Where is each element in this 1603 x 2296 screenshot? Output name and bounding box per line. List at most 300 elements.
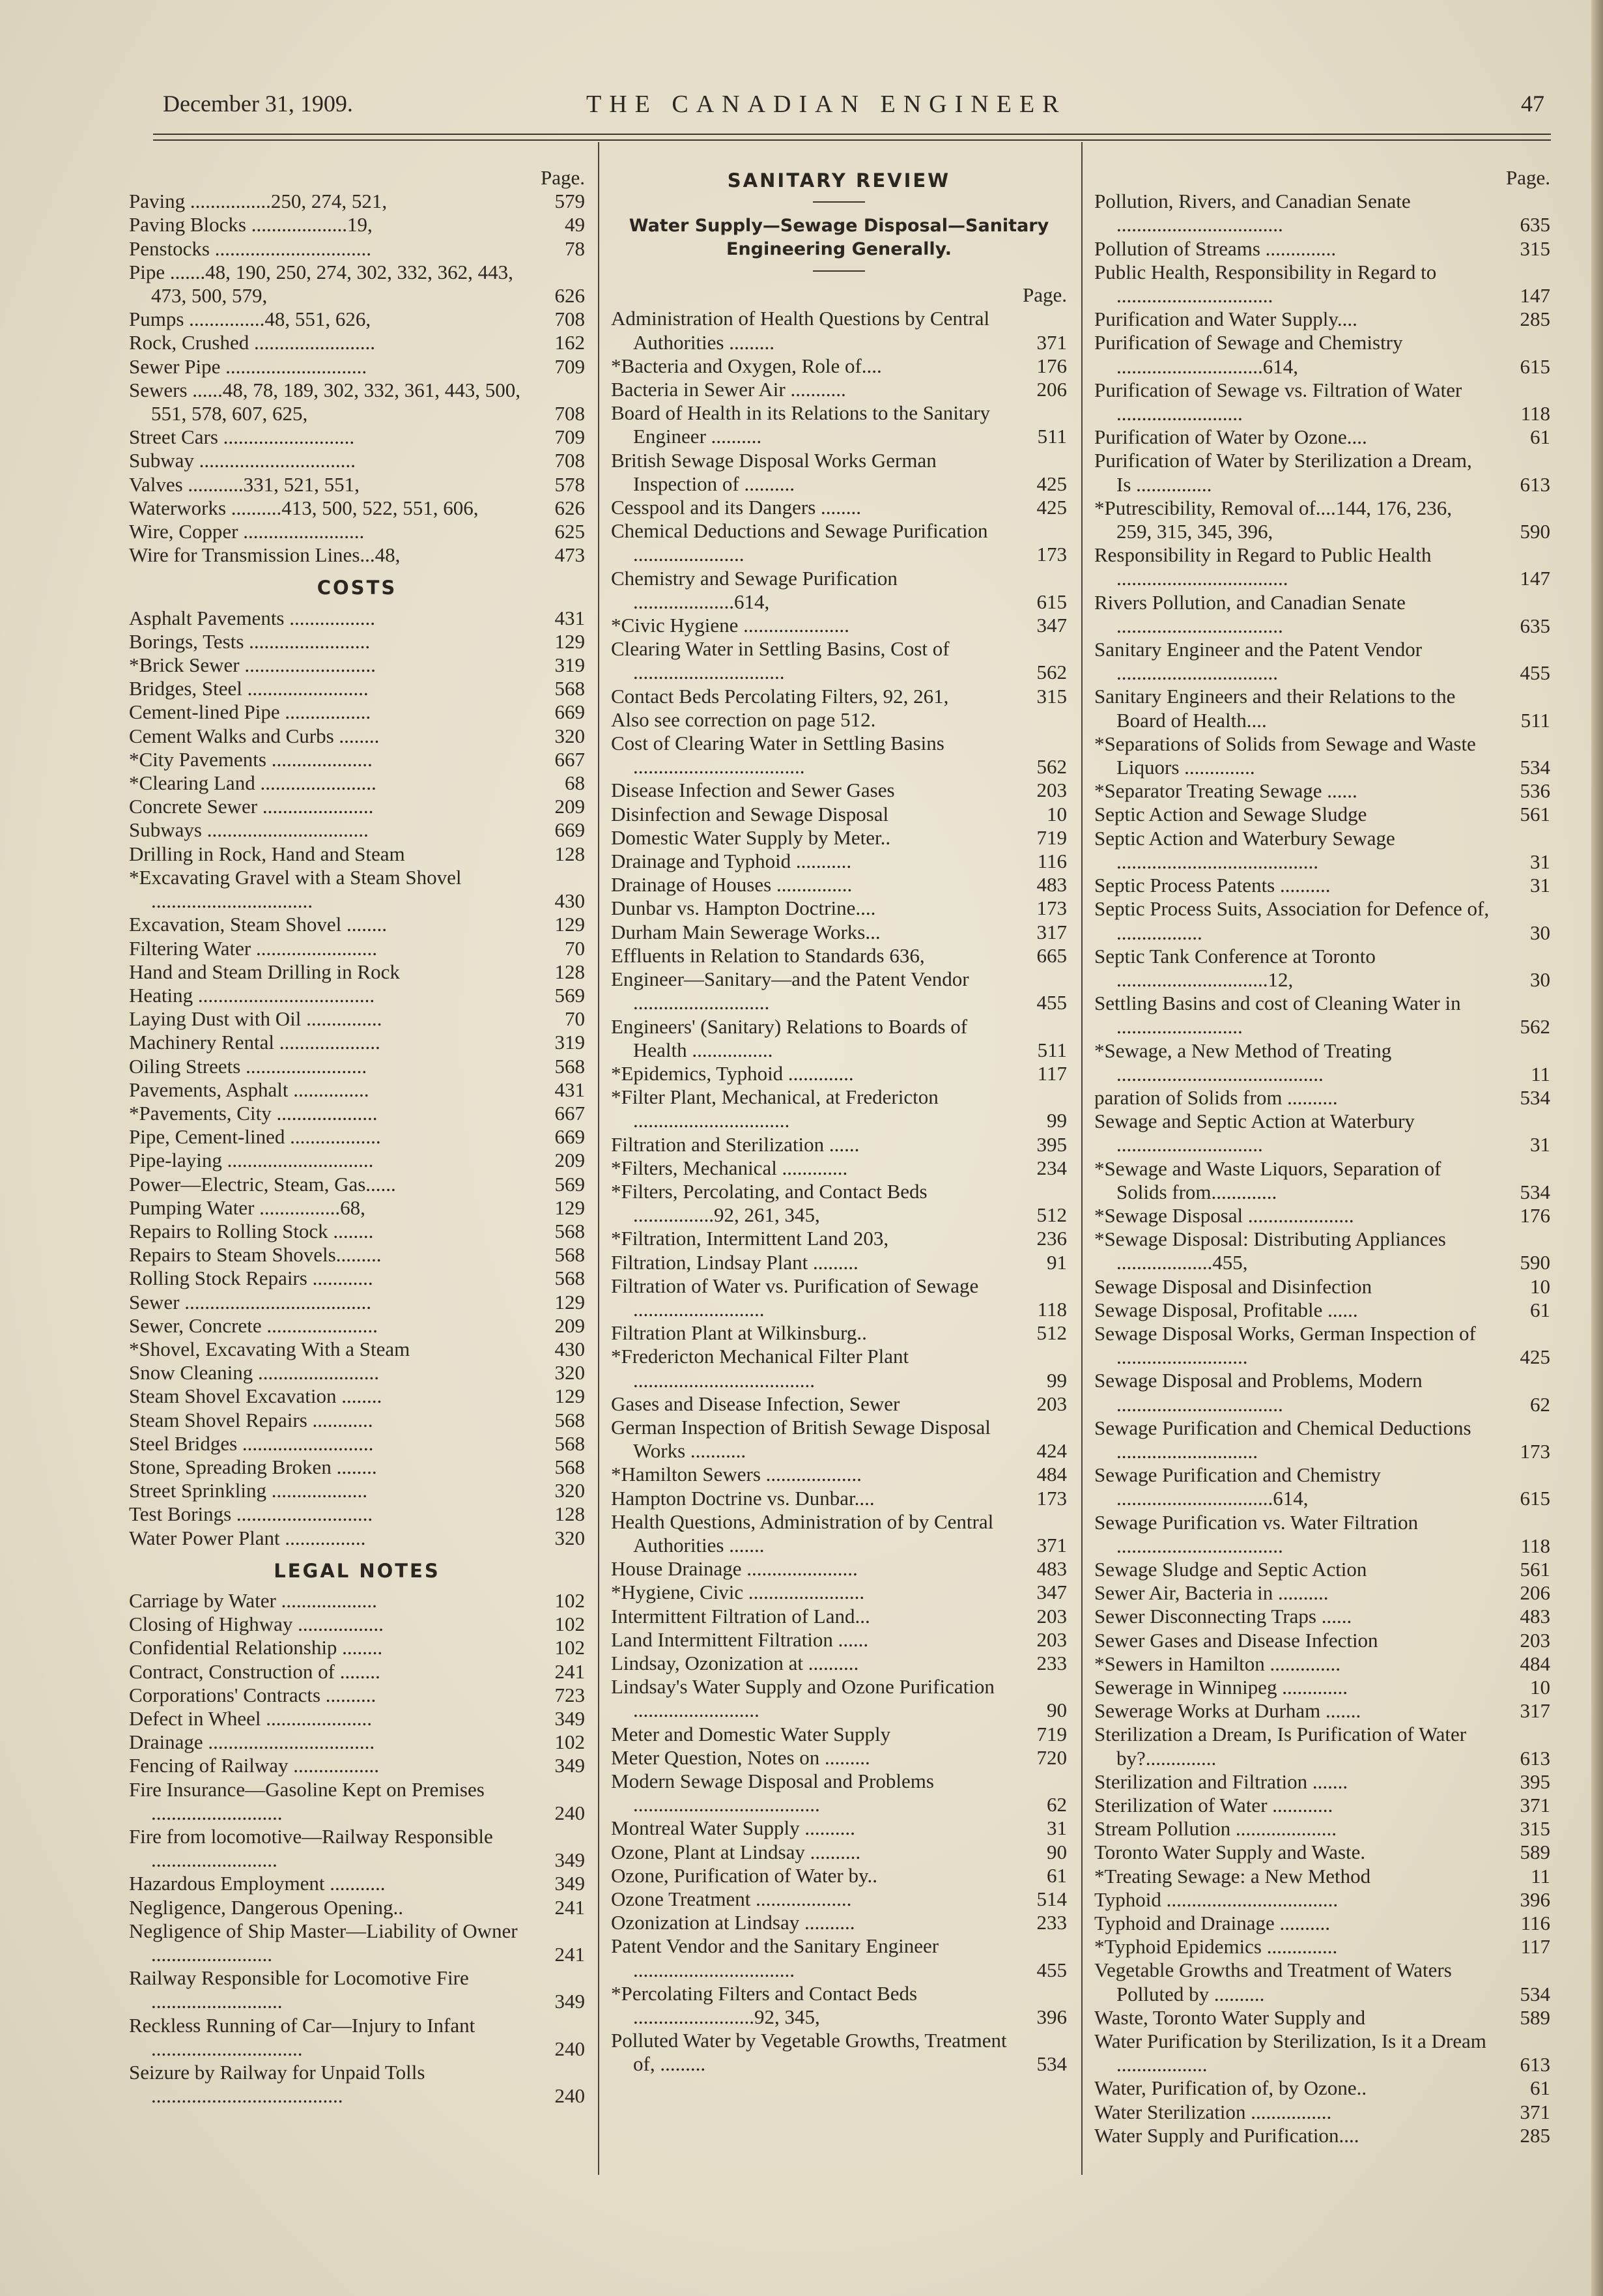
index-entry [1094,779,1550,803]
entry-page: 613 [1520,2053,1550,2076]
index-entry [1094,1299,1550,1322]
entry-text: *Separations of Solids from Sewage and Waste Liquors .............. [1094,732,1476,779]
entry-page: 347 [1036,614,1067,637]
entry-page: 10 [1530,1676,1550,1699]
index-entry [611,1934,1067,1981]
entry-page: 173 [1036,543,1067,566]
index-entry [129,379,585,425]
entry-page: 11 [1531,1062,1550,1085]
entry-page: 669 [554,700,585,724]
entry-page: 129 [554,913,585,936]
entry-page: 723 [554,1683,585,1706]
index-entry [1094,449,1550,496]
entry-text: Filtration of Water vs. Purification of Sewage .......................... [611,1274,979,1321]
entry-text: *Filtration, Intermittent Land 203, [611,1227,889,1250]
entry-text: *Hamilton Sewers ................... [611,1463,862,1486]
index-entry [611,708,1067,732]
entry-page: 569 [554,1172,585,1196]
entry-page: 102 [554,1730,585,1754]
index-entry [129,795,585,818]
index-entry [129,1919,585,1966]
index-entry [129,308,585,331]
entry-text: Modern Sewage Disposal and Problems ..................................... [611,1770,934,1816]
index-entry [129,261,585,308]
index-entry [611,1675,1067,1722]
entry-text: Also see correction on page 512. [611,708,876,731]
entry-page: 569 [554,983,585,1007]
index-entry [1094,1322,1550,1369]
index-entry [1094,732,1550,779]
index-entry [611,1487,1067,1510]
index-entry [611,1770,1067,1816]
entry-text: Repairs to Rolling Stock ........ [129,1219,374,1242]
index-entry [1094,2030,1550,2076]
sanitary-entries-continued [1094,190,1550,2147]
entry-page: 62 [1530,1392,1550,1416]
index-entry [611,1392,1067,1416]
entry-page: 203 [1036,1604,1067,1628]
entry-page: 349 [554,1872,585,1895]
entry-text: *Sewage, a New Method of Treating ......................................... [1094,1039,1392,1085]
entry-page: 31 [1530,1133,1550,1156]
entry-page: 562 [1520,1015,1550,1039]
entry-text: House Drainage ...................... [611,1557,858,1581]
index-entry [611,378,1067,401]
entry-page: 285 [1520,308,1550,331]
index-entry [129,1872,585,1895]
entry-page: 209 [554,1313,585,1337]
entry-page: 320 [554,1526,585,1549]
entry-page: 234 [1036,1156,1067,1179]
entry-page: 424 [1036,1439,1067,1463]
entry-page: 589 [1520,2005,1550,2029]
entry-text: *Sewage and Waste Liquors, Separation of Solids from............. [1094,1156,1441,1203]
entry-text: Purification of Sewage vs. Filtration of Water ......................... [1094,378,1462,425]
entry-page: 78 [565,237,585,260]
index-entry [129,1502,585,1526]
index-entry [129,355,585,379]
index-entry [129,1479,585,1502]
entry-text: *Hygiene, Civic ....................... [611,1581,865,1604]
index-entry [611,1227,1067,1250]
entry-page: 118 [1037,1297,1067,1321]
entry-page: 708 [554,449,585,472]
entry-text: Sterilization a Dream, Is Purification of Water by?.............. [1094,1723,1467,1770]
entry-page: 349 [554,1707,585,1730]
index-entry [129,1055,585,1078]
entry-text: *Fredericton Mechanical Filter Plant .................................... [611,1345,909,1392]
entry-text: Sewage Purification vs. Water Filtration ................................. [1094,1510,1419,1557]
index-entry [129,1243,585,1267]
index-entry [611,1133,1067,1156]
entry-text: Vegetable Growths and Treatment of Waters Polluted by .......... [1094,1959,1452,2005]
index-entry [1094,1227,1550,1274]
entry-text: Railway Responsible for Locomotive Fire .......................... [129,1966,469,2013]
entry-text: Pipe, Cement-lined .................. [129,1125,381,1149]
entry-page: 719 [1036,825,1067,849]
entry-page: 206 [1520,1581,1550,1605]
entry-text: Filtration and Sterilization ...... [611,1132,860,1156]
index-entry [611,873,1067,897]
index-entry [611,1652,1067,1675]
entry-page: 534 [1520,1982,1550,2005]
entry-text: Pavements, Asphalt ............... [129,1078,369,1101]
entry-text: Concrete Sewer ...................... [129,795,374,818]
entry-text: British Sewage Disposal Works German Inspection of .......... [611,448,937,495]
entry-page: 233 [1036,1651,1067,1674]
entry-text: Responsibility in Regard to Public Health .................................. [1094,543,1432,590]
index-entry [129,866,585,913]
entry-page: 534 [1520,756,1550,779]
page-edge [1591,0,1603,2296]
entry-page: 173 [1520,1439,1550,1463]
entry-text: Sewage Disposal, Profitable ...... [1094,1298,1358,1321]
entry-page: 536 [1520,779,1550,803]
index-entry [129,520,585,543]
entry-page: 129 [554,1290,585,1313]
page-column-label: Page. [1022,283,1067,307]
index-entry [129,190,585,213]
index-entry [611,921,1067,944]
entry-text: Steel Bridges .......................... [129,1431,374,1455]
index-entry [129,1896,585,1919]
entry-text: *City Pavements .................... [129,747,373,771]
entry-text: Hazardous Employment ........... [129,1872,386,1895]
index-entry [129,1660,585,1684]
entry-text: Sewage and Septic Action at Waterbury ............................. [1094,1110,1415,1156]
entry-text: Borings, Tests ........................ [129,629,371,653]
entry-text: *Treating Sewage: a New Method [1094,1864,1371,1887]
entry-text: Board of Health in its Relations to the Sanitary Engineer .......... [611,401,991,448]
entry-page: 371 [1036,330,1067,354]
entry-text: Ozone, Plant at Lindsay .......... [611,1840,861,1863]
entry-text: Closing of Highway ................. [129,1613,384,1636]
entry-page: 91 [1047,1250,1067,1274]
entry-page: 534 [1036,2052,1067,2076]
index-entry [1094,992,1550,1039]
index-entry [1094,1369,1550,1416]
entry-page: 708 [554,308,585,331]
entry-text: Engineers' (Sanitary) Relations to Boards of Health ................ [611,1014,968,1061]
entry-page: 511 [1037,425,1067,448]
entry-page: 315 [1036,684,1067,708]
entry-page: 626 [554,496,585,519]
index-entry [129,700,585,724]
entry-text: Sewage Purification and Chemistry ...............................614, [1094,1463,1381,1510]
index-column-3 [1094,166,1550,2147]
entry-text: Paving Blocks ...................19, [129,213,373,237]
index-entry [129,725,585,748]
entry-page: 568 [554,1243,585,1267]
entry-page: 615 [1036,590,1067,613]
index-entry [611,826,1067,850]
entry-page: 665 [1036,943,1067,967]
index-entry [1094,1157,1550,1204]
index-entry [611,732,1067,779]
entry-text: Cement Walks and Curbs ........ [129,724,380,747]
entry-page: 285 [1520,2123,1550,2147]
entry-text: Cost of Clearing Water in Settling Basins .................................. [611,732,944,779]
entry-page: 49 [565,213,585,237]
entry-page: 371 [1520,1794,1550,1817]
index-entry [129,1078,585,1102]
entry-page: 455 [1036,1958,1067,1981]
index-entry [129,771,585,795]
index-entry [129,496,585,520]
index-entry [611,1463,1067,1486]
entry-page: 395 [1520,1770,1550,1793]
column-rule-2 [1081,142,1083,2175]
entry-text: Machinery Rental .................... [129,1031,380,1054]
entry-page: 349 [554,1848,585,1872]
entry-text: Domestic Water Supply by Meter.. [611,825,891,849]
entry-text: Wire for Transmission Lines...48, [129,543,401,567]
entry-page: 395 [1036,1132,1067,1156]
entry-text: *Filters, Percolating, and Contact Beds ................92, 261, 345, [611,1179,928,1227]
legal-notes-heading: LEGAL NOTES [274,1559,440,1582]
entry-text: Pollution of Streams .............. [1094,237,1337,260]
entry-page: 162 [554,331,585,354]
entry-page: 568 [554,677,585,700]
entry-text: Heating ................................... [129,983,375,1007]
entry-text: Montreal Water Supply .......... [611,1816,855,1840]
entry-page: 240 [554,2037,585,2060]
entry-text: Laying Dust with Oil ............... [129,1007,382,1031]
entry-page: 10 [1047,802,1067,825]
entry-page: 425 [1036,496,1067,519]
entry-page: 31 [1530,874,1550,897]
entry-text: *Sewage Disposal ..................... [1094,1203,1354,1227]
index-entry [1094,874,1550,897]
entry-page: 613 [1520,1746,1550,1770]
entry-page: 613 [1520,472,1550,496]
index-entry [129,1267,585,1290]
entry-page: 568 [554,1054,585,1078]
entry-page: 349 [554,1990,585,2013]
entry-page: 30 [1530,968,1550,991]
index-entry [1094,1275,1550,1299]
index-entry [611,1180,1067,1227]
index-entry [611,944,1067,968]
entry-page: 241 [554,1943,585,1966]
entry-text: *Civic Hygiene ..................... [611,614,849,637]
entry-text: Water, Purification of, by Ozone.. [1094,2076,1367,2100]
entry-page: 241 [554,1659,585,1683]
entry-text: *Brick Sewer .......................... [129,653,376,677]
index-entry [611,307,1067,354]
entry-page: 315 [1520,237,1550,260]
entry-page: 635 [1520,614,1550,637]
entry-page: 455 [1036,991,1067,1014]
entry-page: 10 [1530,1274,1550,1298]
entry-page: 473 [554,543,585,567]
entry-page: 371 [1036,1533,1067,1557]
entry-text: Disease Infection and Sewer Gases [611,779,895,802]
entry-text: Subways ................................ [129,818,369,842]
entry-text: Snow Cleaning ........................ [129,1361,380,1385]
entry-text: Gases and Disease Infection, Sewer [611,1392,900,1415]
entry-page: 320 [554,724,585,747]
entry-page: 484 [1520,1652,1550,1675]
index-entry [129,1778,585,1825]
entry-page: 128 [554,1502,585,1526]
entry-text: Ozone Treatment ................... [611,1887,852,1911]
entry-page: 669 [554,1125,585,1149]
entry-page: 561 [1520,803,1550,826]
index-entry [129,630,585,653]
index-entry [611,685,1067,708]
index-entry [611,614,1067,637]
index-entry [1094,803,1550,826]
entry-text: Carriage by Water ................... [129,1588,377,1612]
index-entry [129,984,585,1007]
entry-text: Engineer—Sanitary—and the Patent Vendor ........................... [611,968,969,1014]
entry-page: 203 [1036,1392,1067,1415]
entry-page: 667 [554,1101,585,1125]
costs-heading: COSTS [317,577,397,599]
entry-page: 589 [1520,1841,1550,1864]
index-entry [611,519,1067,566]
entry-text: Sanitary Engineer and the Patent Vendor ................................ [1094,638,1423,685]
entry-text: Filtering Water ........................ [129,936,377,960]
index-entry [1094,331,1550,378]
entry-text: *Percolating Filters and Contact Beds ........................92, 345, [611,1981,918,2029]
entry-page: 349 [554,1754,585,1777]
index-entry [611,1841,1067,1864]
entry-page: 118 [1520,402,1550,425]
entry-page: 128 [554,960,585,983]
entry-page: 102 [554,1636,585,1659]
index-entry [611,1416,1067,1463]
index-entry [1094,1511,1550,1558]
entry-page: 709 [554,425,585,449]
index-entry [1094,1817,1550,1841]
entry-page: 455 [1520,661,1550,685]
index-entry [129,213,585,237]
index-entry [129,607,585,630]
entry-page: 590 [1520,1251,1550,1274]
index-entry [1094,1204,1550,1227]
index-entry [129,1149,585,1172]
entry-page: 483 [1036,873,1067,897]
entry-text: Filtration, Lindsay Plant ......... [611,1250,858,1274]
page-number: 47 [1521,91,1544,117]
entry-page: 317 [1036,920,1067,943]
entry-text: Sewer Gases and Disease Infection [1094,1628,1378,1652]
entry-page: 484 [1036,1463,1067,1486]
entry-page: 129 [554,1385,585,1408]
index-entry [129,1707,585,1730]
costs-entries [129,607,585,1550]
entry-text: Repairs to Steam Shovels......... [129,1243,382,1267]
entry-text: Sterilization and Filtration ....... [1094,1770,1348,1793]
index-entry [1094,1629,1550,1652]
entry-page: 431 [554,1078,585,1101]
index-entry [129,1338,585,1361]
entry-text: Sewage Disposal and Problems, Modern ................................. [1094,1369,1423,1416]
entry-page: 128 [554,842,585,865]
index-entry [611,1085,1067,1132]
index-entry [129,1291,585,1314]
index-entry [611,2029,1067,2076]
entry-page: 568 [554,1267,585,1290]
index-entry [1094,496,1550,543]
index-entry [611,1156,1067,1180]
index-entry [129,1527,585,1550]
entry-page: 147 [1520,567,1550,590]
index-entry [129,1385,585,1408]
entry-text: Ozonization at Lindsay .......... [611,1911,855,1934]
index-entry [129,1432,585,1456]
entry-page: 116 [1520,1912,1550,1935]
entry-text: Sewer Disconnecting Traps ...... [1094,1605,1352,1628]
entry-page: 371 [1520,2100,1550,2123]
sanitary-entries [611,307,1067,2076]
sanitary-subheading: Water Supply—Sewage Disposal—Sanitary Engineering Generally. [629,216,1049,260]
entry-page: 317 [1520,1699,1550,1723]
entry-page: 203 [1520,1628,1550,1652]
entry-text: *Epidemics, Typhoid ............. [611,1061,854,1085]
entry-page: 209 [554,1149,585,1172]
index-entry [1094,1581,1550,1605]
entry-text: Filtration Plant at Wilkinsburg.. [611,1321,867,1345]
entry-text: Settling Basins and cost of Cleaning Water in ......................... [1094,992,1461,1039]
index-entry [1094,827,1550,874]
index-entry [129,1589,585,1613]
entry-page: 31 [1530,850,1550,873]
index-entry [129,1456,585,1479]
entry-page: 347 [1036,1581,1067,1604]
entry-text: *Typhoid Epidemics .............. [1094,1935,1338,1959]
index-entry [129,1173,585,1196]
index-entry [129,425,585,449]
index-entry [611,1864,1067,1887]
index-entry [611,1274,1067,1321]
index-entry [129,1031,585,1054]
index-entry [1094,638,1550,685]
index-entry [611,354,1067,378]
entry-page: 483 [1520,1605,1550,1628]
index-entry [1094,425,1550,449]
entry-page: 579 [554,190,585,213]
entry-text: Seizure by Railway for Unpaid Tolls ...................................... [129,2061,425,2108]
index-entry [1094,1558,1550,1581]
entry-text: Water Supply and Purification.... [1094,2123,1359,2147]
entry-text: Water Purification by Sterilization, Is it a Dream .................. [1094,2030,1486,2076]
entry-page: 61 [1047,1863,1067,1887]
entry-text: Sewage Disposal and Disinfection [1094,1274,1372,1298]
index-entry [129,2014,585,2061]
entry-text: Valves ...........331, 521, 551, [129,472,360,496]
index-entry [1094,2076,1550,2100]
index-entry [611,1723,1067,1746]
entry-text: Fire Insurance—Gasoline Kept on Premises .......................... [129,1777,485,1824]
entry-page: 203 [1036,1628,1067,1651]
entry-text: Pipe .......48, 190, 250, 274, 302, 332, 362, 443, 473, 500, 579, [129,260,513,308]
entry-page: 514 [1036,1887,1067,1911]
entry-text: Fire from locomotive—Railway Responsible ......................... [129,1825,493,1872]
index-entry [1094,1912,1550,1935]
running-head [163,90,1551,129]
page-column-label: Page. [1505,166,1550,189]
index-entry [129,1825,585,1872]
entry-text: Asphalt Pavements ................. [129,606,375,629]
entry-text: *Putrescibility, Removal of....144, 176, 236, 259, 315, 345, 396, [1094,496,1453,543]
entry-text: Steam Shovel Repairs ............ [129,1408,373,1431]
index-entry [129,1409,585,1432]
index-entry [129,543,585,567]
entry-page: 568 [554,1219,585,1242]
